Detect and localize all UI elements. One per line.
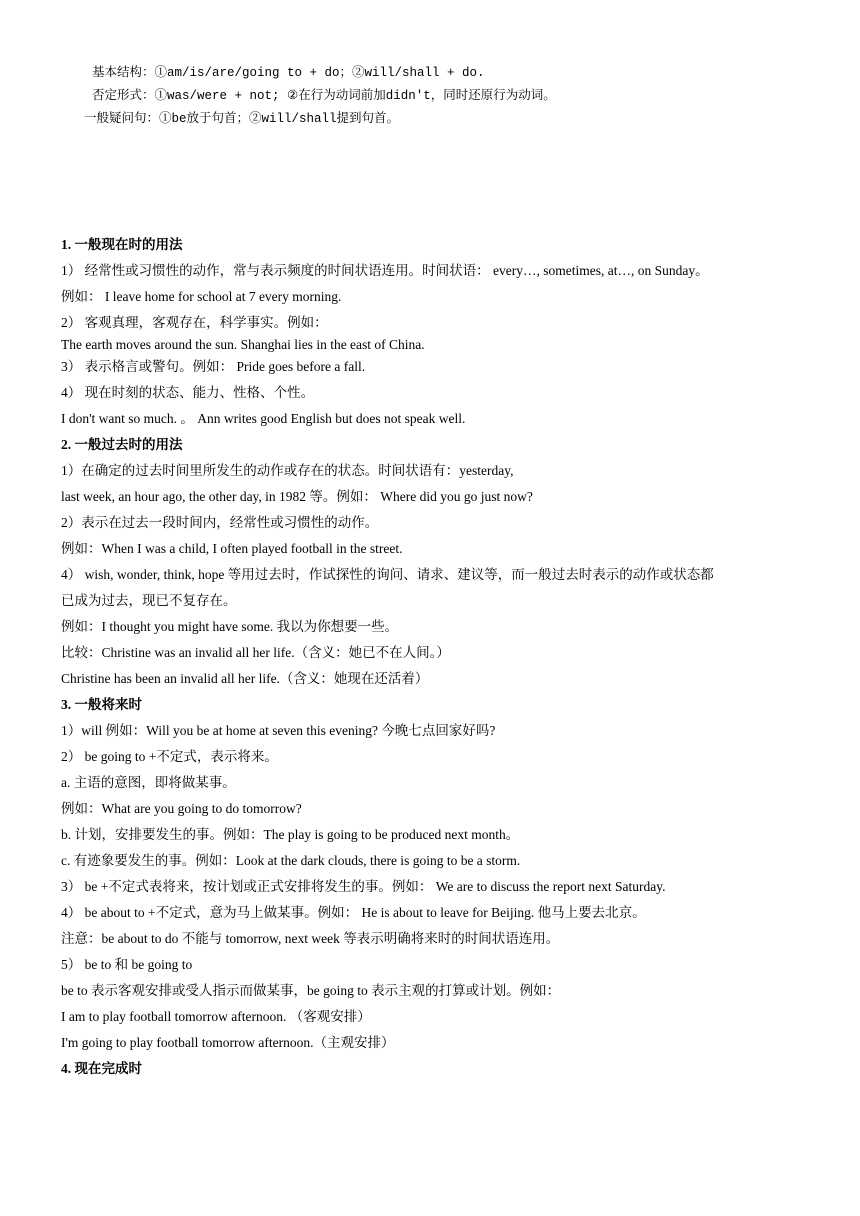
text-line: 比较：Christine was an invalid all her life.（含义：她已不在人间。）: [61, 645, 450, 660]
section-heading: 2. 一般过去时的用法: [61, 437, 183, 452]
text-line: 5） be to 和 be going to: [61, 957, 193, 972]
text-line: be to 表示客观安排或受人指示而做某事，be going to 表示主观的打算或计划。例如：: [61, 983, 561, 998]
section-heading: 4. 现在完成时: [61, 1061, 142, 1076]
text-line: The earth moves around the sun. Shanghai lies in the east of China.: [61, 337, 425, 352]
text-line: I am to play football tomorrow afternoon. （客观安排）: [61, 1009, 371, 1024]
section-heading: 1. 一般现在时的用法: [61, 237, 183, 252]
text-line: 3） be +不定式表将来，按计划或正式安排将发生的事。例如： We are to discuss the report next Saturday.: [61, 879, 666, 894]
text-line: 例如：I thought you might have some. 我以为你想要一些。: [61, 619, 399, 634]
text-line: a. 主语的意图，即将做某事。: [61, 775, 236, 790]
text-line: 注意：be about to do 不能与 tomorrow, next week 等表示明确将来时的时间状语连用。: [61, 931, 560, 946]
intro-structure-line: 基本结构：①am/is/are/going to + do；②will/shall + do.: [92, 66, 485, 80]
text-line: 4） wish, wonder, think, hope 等用过去时，作试探性的询问、请求、建议等，而一般过去时表示的动作或状态都: [61, 567, 714, 582]
text-line: 1）will 例如：Will you be at home at seven this evening? 今晚七点回家好吗?: [61, 723, 496, 738]
intro-negative-line: 否定形式：①was/were + not; ②在行为动词前加didn't，同时还原行为动词。: [92, 89, 556, 103]
text-line: c. 有迹象要发生的事。例如：Look at the dark clouds, there is going to be a storm.: [61, 853, 521, 868]
text-line: 例如：What are you going to do tomorrow?: [61, 801, 302, 816]
text-line: 例如：When I was a child, I often played football in the street.: [61, 541, 403, 556]
text-line: last week, an hour ago, the other day, in 1982 等。例如： Where did you go just now?: [61, 489, 533, 504]
text-line: I don't want so much. 。 Ann writes good English but does not speak well.: [61, 411, 466, 426]
text-line: 2） 客观真理，客观存在，科学事实。例如：: [61, 315, 328, 330]
text-line: 3） 表示格言或警句。例如： Pride goes before a fall.: [61, 359, 366, 374]
section-heading: 3. 一般将来时: [61, 697, 142, 712]
text-line: b. 计划，安排要发生的事。例如：The play is going to be produced next month。: [61, 827, 520, 842]
text-line: 4） 现在时刻的状态、能力、性格、个性。: [61, 385, 315, 400]
intro-question-line: 一般疑问句：①be放于句首；②will/shall提到句首。: [84, 112, 400, 126]
text-line: 4） be about to +不定式，意为马上做某事。例如： He is about to leave for Beijing. 他马上要去北京。: [61, 905, 646, 920]
text-line: 2）表示在过去一段时间内，经常性或习惯性的动作。: [61, 515, 379, 530]
text-line: I'm going to play football tomorrow afternoon.（主观安排）: [61, 1035, 395, 1050]
text-line: 1）在确定的过去时间里所发生的动作或存在的状态。时间状语有：yesterday,: [61, 463, 514, 478]
text-line: 2） be going to +不定式，表示将来。: [61, 749, 278, 764]
text-line: 例如： I leave home for school at 7 every morning.: [61, 289, 342, 304]
text-line: 1） 经常性或习惯性的动作，常与表示频度的时间状语连用。时间状语： every…, sometimes, at…, on Sunday。: [61, 263, 709, 278]
text-line: 已成为过去，现已不复存在。: [61, 593, 237, 608]
text-line: Christine has been an invalid all her life.（含义：她现在还活着）: [61, 671, 429, 686]
